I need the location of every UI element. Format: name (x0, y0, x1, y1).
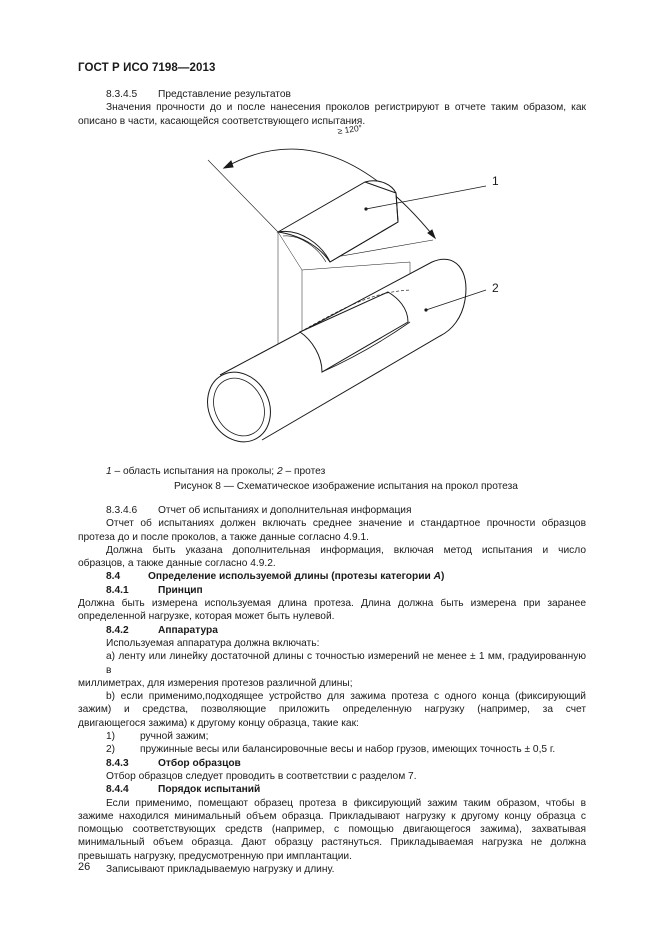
dimension-line (208, 160, 278, 232)
paragraph-line: Если применимо, помещают образец протеза в фиксирующий зажим таким образом, чтобы в (106, 797, 586, 809)
paragraph-line: Используемая аппаратура должна включать: (106, 637, 320, 649)
sub-list-item (78, 743, 586, 756)
paragraph-line: определенной нагрузке, которая может быть нулевой. (78, 611, 335, 623)
section-number: 8.4 (106, 571, 121, 583)
list-item-b: b) если применимо,подходящее устройство для зажима протеза с одного конца (фиксирующий (106, 691, 586, 703)
prosthesis-tube (196, 259, 466, 453)
list-item-b-cont: двигающегося зажима) к другому концу образца, такие как: (78, 717, 359, 729)
section-title: Отбор образцов (158, 757, 241, 769)
section-title-em: А (433, 571, 441, 583)
section-title: Отчет об испытаниях и дополнительная информация (158, 505, 412, 516)
section-title: Представление результатов (158, 89, 291, 100)
legend-text: – область испытания на проколы; (111, 466, 277, 477)
callout-label-2: 2 (492, 281, 499, 295)
section-heading (78, 757, 586, 770)
section-title: Определение используемой длины (протезы категории (148, 571, 434, 583)
legend-number: 1 (106, 466, 112, 477)
section-title: Порядок испытаний (158, 784, 261, 796)
section-number: 8.4.3 (106, 757, 129, 769)
section-number: 8.4.4 (106, 784, 129, 796)
section-number: 8.4.1 (106, 584, 129, 596)
paragraph-line: описано в части, касающейся соответствующего испытания. (78, 115, 366, 127)
projection-line (302, 262, 410, 270)
paragraph-line: Отбор образцов следует проводить в соответствии с разделом 7. (106, 770, 417, 782)
sub-list-item (78, 730, 586, 743)
leader-dot (424, 308, 427, 311)
paragraph-line: Должна быть указана дополнительная информация, включая метод испытания и число (106, 544, 586, 556)
leader-dot (364, 207, 367, 210)
test-area-piece (278, 181, 398, 262)
list-item-a: а) ленту или линейку достаточной длины с точностью измерений не менее ± 1 мм, градуированную в (106, 651, 586, 676)
page-number: 26 (78, 861, 91, 873)
paragraph-line: помощью соответствующих средств (например, с помощью двигающегося зажима), захватывая (78, 824, 586, 836)
paragraph-line: минимальный объем образца. Дают образцу растянуться. Прикладываемая нагрузка не должна (78, 837, 586, 849)
sub-list-number: 2) (106, 744, 116, 756)
section-title: Аппаратура (158, 624, 218, 636)
figure-caption: Рисунок 8 — Схематическое изображение испытания на прокол протеза (174, 481, 518, 492)
paragraph-line: Отчет об испытаниях должен включать среднее значение и стандартное прочности образцов (106, 518, 586, 530)
legend-number: 2 (276, 466, 283, 477)
paragraph-line: протеза до и после проколов, а также данные согласно 4.9.1. (78, 531, 369, 543)
section-number: 8.3.4.5 (106, 89, 138, 100)
paragraph-line: Должна быть измерена используемая длина протеза. Длина должна быть измерена при заранее (78, 598, 586, 610)
section-heading (78, 570, 586, 583)
figure-legend (106, 465, 325, 478)
angle-label: ≥ 120° (336, 122, 363, 136)
list-item-b-cont: зажим) и средства, позволяющие приложить определенную нагрузку (например, за счет (78, 704, 586, 716)
section-title: Принцип (158, 584, 203, 596)
document-header: ГОСТ Р ИСО 7198—2013 (78, 62, 216, 74)
sub-list-text: ручной зажим; (140, 731, 209, 743)
list-item-a-cont: миллиметрах, для измерения протезов различной длины; (78, 677, 353, 689)
section-number: 8.3.4.6 (106, 505, 138, 516)
legend-text: – протез (282, 466, 326, 477)
section-8-3-4-5 (78, 88, 586, 128)
section-heading (78, 624, 586, 637)
paragraph-line: превышать нагрузку, предусмотренную при имплантации. (78, 850, 352, 862)
arrow-head (224, 161, 233, 168)
paragraph-line: Записывают прикладываемую нагрузку и длину. (106, 864, 335, 876)
section-heading (78, 584, 586, 597)
paragraph-line: Значения прочности до и после нанесения проколов регистрируют в отчете таким образом, как (106, 102, 586, 114)
section-title-end: ) (440, 571, 445, 583)
section-heading (78, 504, 586, 517)
paragraph-line: зажиме находился минимальный объем образца. Прикладывают нагрузку к другому концу образца с (78, 810, 586, 822)
figure-8-diagram (200, 122, 520, 460)
section-heading (78, 88, 586, 101)
section-number: 8.4.2 (106, 624, 129, 636)
section-heading (78, 783, 586, 796)
paragraph-line: образцов, а также данные согласно 4.9.2. (78, 558, 276, 570)
main-text (78, 504, 586, 876)
sub-list-text: пружинные весы или балансировочные весы и набор грузов, имеющих точность ± 0,5 г. (140, 744, 556, 756)
callout-label-1: 1 (492, 174, 499, 188)
sub-list-number: 1) (106, 731, 116, 743)
